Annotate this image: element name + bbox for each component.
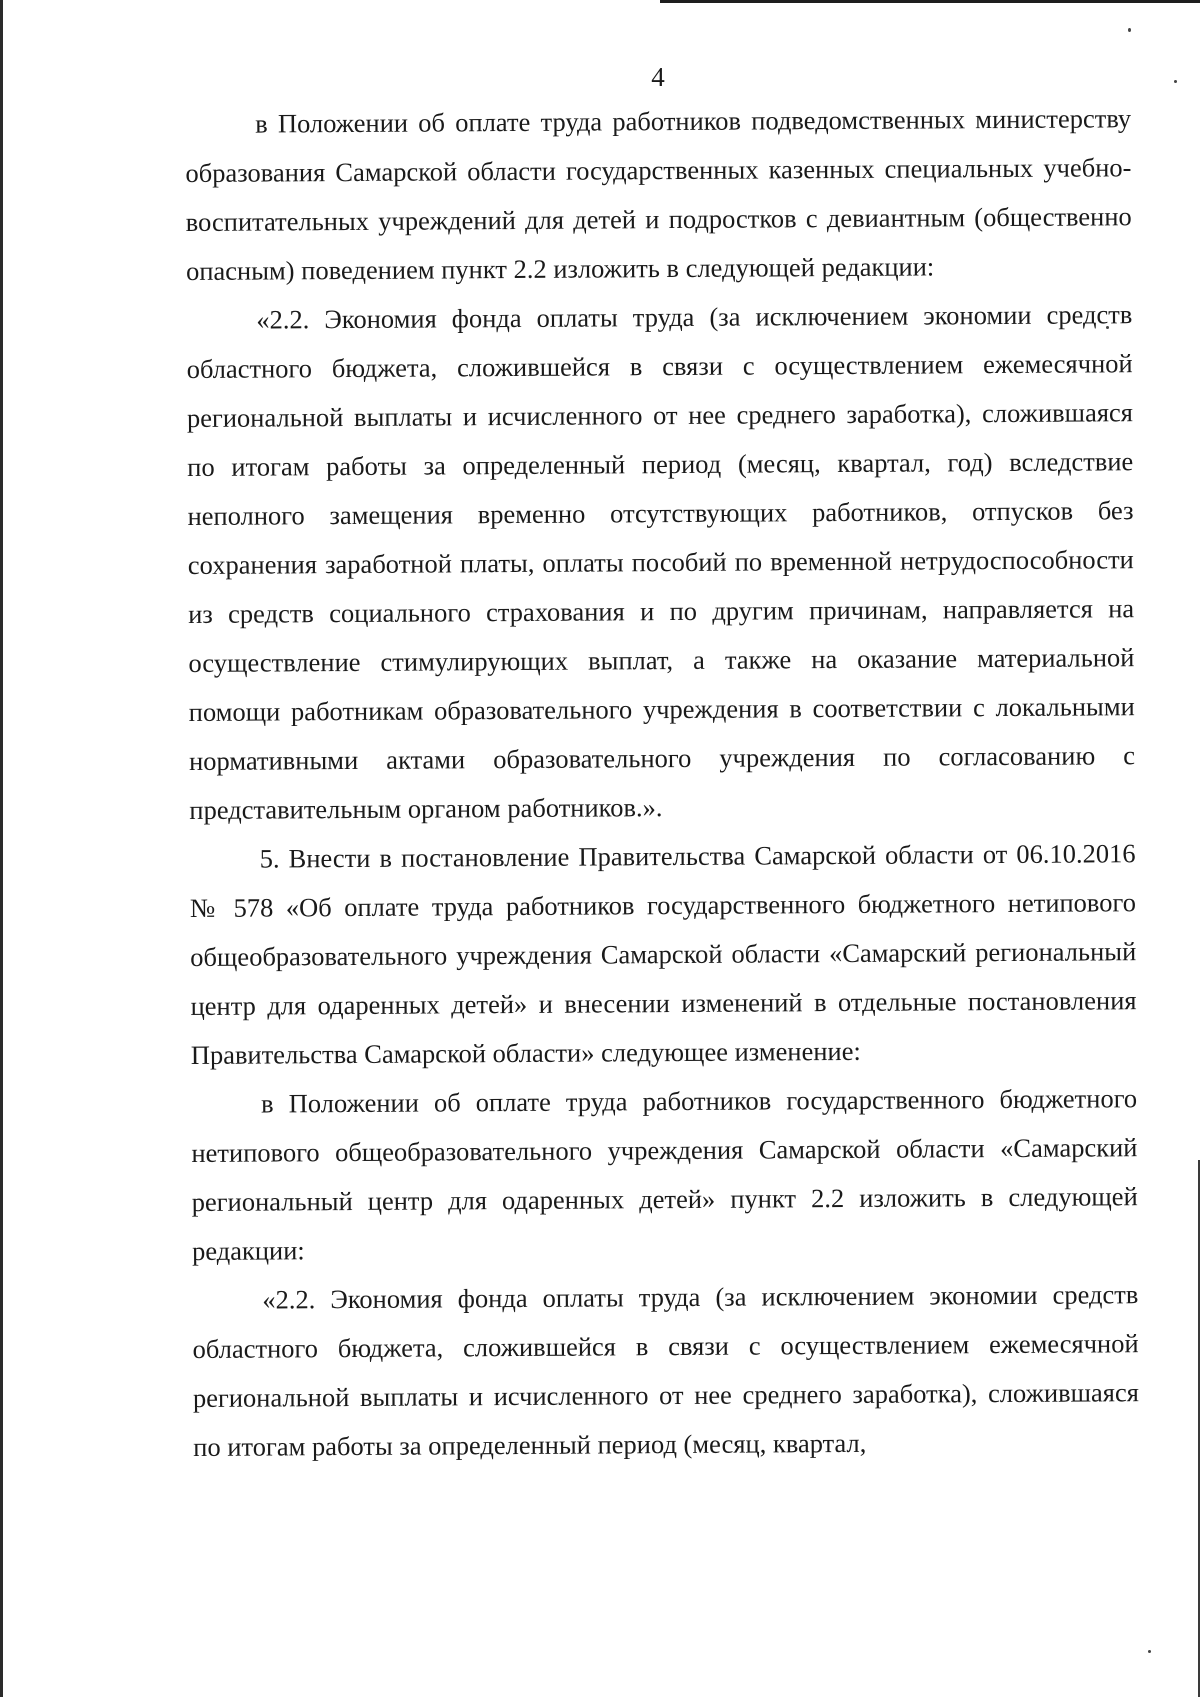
scan-speck [1128,28,1131,32]
paragraph-regulation-amendment-1: в Положении об оплате труда работников подведомственных министерству образования Самарской области государственных казенных специальных учебно-воспитательных учреждений для детей и подростков с девиантным (общественно опасным) поведением пункт 2.2 изложить в следующей редакции: [185,103,1132,286]
scan-speck [1148,1650,1151,1653]
paragraph-clause-2-2-second: «2.2. Экономия фонда оплаты труда (за исключением экономии средств областного бюджета, сложившейся в связи с осуществлением ежемесячной региональной выплаты и исчисленного от нее среднего заработка), сложившаяся по итогам работы за определенный период (месяц, квартал, [192,1279,1140,1462]
paragraph-clause-2-2-first: «2.2. Экономия фонда оплаты труда (за исключением экономии средств областного бюджета, сложившейся в связи с осуществлением ежемесячной региональной выплаты и исчисленного от нее среднего заработка), сложившаяся по итогам работы за определенный период (месяц, квартал, год) вследствие неполного замещения временно отсутствующих работников, отпусков без сохранения заработной платы, оплаты пособий по временной нетрудоспособности из средств социального страхования и по другим причинам, направляется на осуществление стимулирующих выплат, а также на оказание материальной помощи работникам образовательного учреждения в соответствии с локальными нормативными актами образовательного учреждения по согласованию с представительным органом работников.». [186,299,1136,825]
page-number: 4 [651,62,665,92]
scan-left-edge [0,0,3,1697]
paragraph-regulation-amendment-2: в Положении об оплате труда работников государственного бюджетного нетипового общеобразовательного учреждения Самарской области «Самарский региональный центр для одаренных детей» пункт 2.2 изложить в следующей редакции: [191,1083,1138,1266]
document-body [185,94,1139,1472]
paragraph-item-5: 5. Внести в постановление Правительства Самарской области от 06.10.2016 № 578 «Об оплате труда работников государственного бюджетного нетипового общеобразовательного учреждения Самарской области «Самарский региональный центр для одаренных детей» и внесении изменений в отдельные постановления Правительства Самарской области» следующее изменение: [189,838,1137,1070]
scan-top-edge [660,0,1200,3]
